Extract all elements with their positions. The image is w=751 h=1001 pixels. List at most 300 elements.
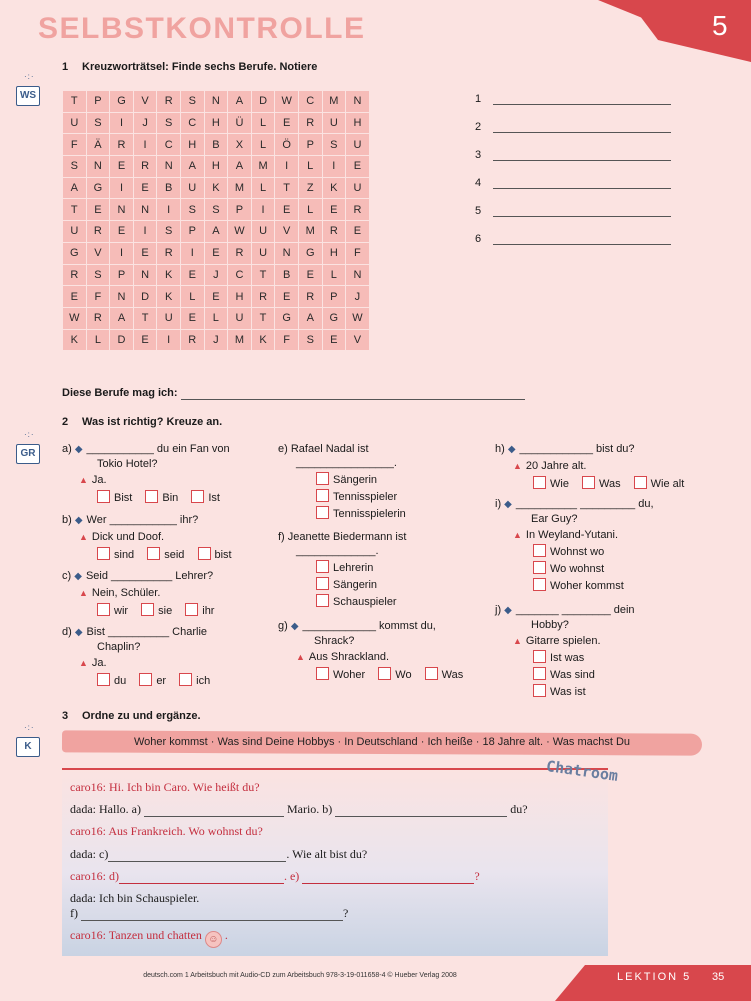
grid-cell[interactable]: A [204, 221, 228, 243]
grid-cell[interactable]: R [157, 242, 181, 264]
grid-cell[interactable]: E [298, 264, 322, 286]
question-text: Hobby? [531, 619, 569, 631]
checkbox[interactable] [316, 577, 329, 590]
checkbox[interactable] [97, 547, 110, 560]
ws-badge: WS [16, 86, 40, 106]
checkbox[interactable] [198, 547, 211, 560]
chat-text: . e) [283, 869, 300, 883]
grid-cell[interactable]: R [346, 199, 370, 221]
grid-cell[interactable]: E [322, 199, 346, 221]
grid-cell[interactable]: R [228, 242, 252, 264]
grid-cell[interactable]: L [251, 177, 275, 199]
answer-line [475, 205, 675, 217]
item-label: j) [495, 604, 502, 616]
grid-cell[interactable]: T [251, 307, 275, 329]
grid-cell[interactable]: E [275, 199, 299, 221]
grid-row [63, 286, 370, 308]
grid-cell[interactable]: I [133, 221, 157, 243]
grid-row [63, 91, 370, 113]
option-label: du [114, 675, 127, 687]
grid-cell[interactable]: R [298, 112, 322, 134]
item-a: a) ◆ ___________ du ein Fan von Tokio Hotel? ▲ Ja. Bist Bin Ist [62, 442, 252, 505]
grid-cell[interactable]: V [86, 242, 110, 264]
badge-dots: ·:· [24, 72, 35, 81]
item-b: b) ◆ Wer ___________ ihr? ▲ Dick und Doof. sind seid bist [62, 513, 252, 562]
option-label: Woher [333, 669, 366, 681]
grid-cell[interactable]: P [322, 286, 346, 308]
option-label: Wie [550, 478, 569, 490]
question-text: ________________. [296, 457, 397, 469]
grid-cell[interactable]: L [86, 329, 110, 351]
k-badge: K [16, 737, 40, 757]
grid-cell[interactable]: K [251, 329, 275, 351]
checkbox[interactable] [582, 476, 595, 489]
question-text: Seid __________ Lehrer? [85, 570, 214, 582]
grid-cell[interactable]: R [133, 156, 157, 178]
question-text: Bist __________ Charlie [86, 626, 208, 638]
option-label: ihr [202, 605, 215, 617]
grid-cell[interactable]: R [322, 221, 346, 243]
chat-line: caro16: Hi. Ich bin Caro. Wie heißt du? [70, 780, 260, 794]
grid-cell[interactable]: N [204, 91, 228, 113]
grid-cell[interactable]: E [133, 242, 157, 264]
grid-cell[interactable]: H [204, 112, 228, 134]
grid-cell[interactable]: F [346, 242, 370, 264]
grid-cell[interactable]: R [157, 91, 181, 113]
grid-cell[interactable]: G [322, 307, 346, 329]
section-1-heading [62, 61, 317, 73]
grid-cell[interactable]: I [157, 329, 181, 351]
answer-input[interactable] [493, 150, 671, 161]
grid-cell[interactable]: U [251, 221, 275, 243]
grid-cell[interactable]: D [251, 91, 275, 113]
section-2-heading [62, 416, 222, 428]
response-text: Nein, Schüler. [91, 587, 161, 599]
grid-cell[interactable]: L [204, 307, 228, 329]
grid-cell[interactable]: L [251, 134, 275, 156]
grid-cell[interactable]: W [346, 307, 370, 329]
grid-cell[interactable]: V [133, 91, 157, 113]
grid-cell[interactable]: U [180, 177, 204, 199]
grid-cell[interactable]: U [322, 112, 346, 134]
grid-cell[interactable]: P [180, 221, 204, 243]
grid-cell[interactable]: U [251, 242, 275, 264]
grid-cell[interactable]: I [251, 199, 275, 221]
phrase: Woher kommst [133, 736, 208, 748]
grid-cell[interactable]: T [251, 264, 275, 286]
grid-cell[interactable]: L [298, 156, 322, 178]
checkbox[interactable] [191, 490, 204, 503]
checkbox[interactable] [316, 472, 329, 485]
blank-d[interactable] [119, 872, 284, 884]
grid-cell[interactable]: L [298, 199, 322, 221]
phrase: Ich heiße [427, 736, 473, 748]
grid-cell[interactable]: E [180, 307, 204, 329]
grid-cell[interactable]: S [157, 112, 181, 134]
grid-cell[interactable]: Ö [275, 134, 299, 156]
options [495, 544, 725, 595]
checkbox[interactable] [316, 489, 329, 502]
grid-cell[interactable]: Ü [228, 112, 252, 134]
options [62, 603, 252, 618]
grid-cell[interactable]: A [298, 307, 322, 329]
grid-cell[interactable]: I [275, 156, 299, 178]
grid-cell[interactable]: E [346, 221, 370, 243]
response-text: Dick und Doof. [91, 531, 165, 543]
grid-cell[interactable]: H [204, 156, 228, 178]
grid-cell[interactable]: E [204, 286, 228, 308]
option-label: Tennisspielerin [333, 508, 406, 520]
blank-b[interactable] [335, 805, 507, 817]
grid-cell[interactable]: M [251, 156, 275, 178]
checkbox[interactable] [316, 594, 329, 607]
grid-cell[interactable]: I [180, 242, 204, 264]
grid-cell[interactable]: B [157, 177, 181, 199]
checkbox[interactable] [179, 673, 192, 686]
grid-cell[interactable]: S [63, 156, 87, 178]
option-label: Wo wohnst [550, 563, 605, 575]
grid-cell[interactable]: P [110, 264, 134, 286]
response-text: In Weyland-Yutani. [525, 529, 619, 541]
option-label: er [156, 675, 167, 687]
grid-cell[interactable]: W [275, 91, 299, 113]
grid-cell[interactable]: R [110, 134, 134, 156]
checkbox[interactable] [533, 684, 546, 697]
grid-cell[interactable]: Ä [86, 134, 110, 156]
option-label: seid [164, 549, 185, 561]
grid-cell[interactable]: Z [298, 177, 322, 199]
grid-cell[interactable]: M [322, 91, 346, 113]
blank-a[interactable] [144, 805, 284, 817]
chat-line [70, 928, 228, 948]
likes-row [62, 386, 525, 400]
section-3-heading [62, 710, 201, 722]
grid-cell[interactable]: N [110, 286, 134, 308]
grid-cell[interactable]: H [346, 112, 370, 134]
grid-cell[interactable]: K [322, 177, 346, 199]
grid-cell[interactable]: S [322, 134, 346, 156]
checkbox[interactable] [316, 560, 329, 573]
grid-cell[interactable]: N [346, 264, 370, 286]
grid-cell[interactable]: S [86, 112, 110, 134]
grid-cell[interactable]: U [157, 307, 181, 329]
grid-cell[interactable]: J [133, 112, 157, 134]
answer-number: 4 [475, 177, 482, 189]
grid-cell[interactable]: T [133, 307, 157, 329]
checkbox[interactable] [425, 667, 438, 680]
grid-cell[interactable]: N [133, 199, 157, 221]
checkbox[interactable] [533, 578, 546, 591]
option-label: ich [196, 675, 211, 687]
question-text: Shrack? [314, 635, 355, 647]
blank-c[interactable] [108, 850, 286, 862]
chat-text: . [224, 928, 228, 942]
grid-cell[interactable]: B [275, 264, 299, 286]
grid-cell[interactable]: E [86, 199, 110, 221]
grid-cell[interactable]: A [180, 156, 204, 178]
grid-cell[interactable]: R [180, 329, 204, 351]
response-text: 20 Jahre alt. [525, 460, 587, 472]
grid-cell[interactable]: V [275, 221, 299, 243]
grid-cell[interactable]: F [86, 286, 110, 308]
grid-cell[interactable]: S [180, 91, 204, 113]
option-label: Ist [208, 492, 220, 504]
grid-cell[interactable]: P [86, 91, 110, 113]
grid-cell[interactable]: K [63, 329, 87, 351]
grid-cell[interactable]: I [133, 134, 157, 156]
option-label: Was ist [550, 686, 586, 698]
grid-cell[interactable]: U [346, 134, 370, 156]
checkbox[interactable] [316, 506, 329, 519]
grid-cell[interactable]: S [180, 199, 204, 221]
grid-cell[interactable]: E [275, 286, 299, 308]
grid-cell[interactable]: E [275, 112, 299, 134]
option-label: Lehrerin [333, 562, 374, 574]
checkbox[interactable] [533, 561, 546, 574]
grid-cell[interactable]: R [86, 307, 110, 329]
answer-line [475, 177, 675, 189]
chat-text: caro16: Tanzen und chatten [70, 928, 202, 942]
grid-row [63, 112, 370, 134]
grid-cell[interactable]: I [110, 112, 134, 134]
item-g: g) ◆ ____________ kommst du, Shrack? ▲ Aus Shrackland. Woher Wo Was [278, 619, 478, 682]
grid-cell[interactable]: A [228, 91, 252, 113]
grid-cell[interactable]: K [157, 264, 181, 286]
grid-cell[interactable]: I [110, 242, 134, 264]
item-label: f) [278, 531, 285, 543]
checkbox[interactable] [97, 490, 110, 503]
grid-cell[interactable]: E [63, 286, 87, 308]
grid-cell[interactable]: E [110, 156, 134, 178]
checkbox[interactable] [97, 673, 110, 686]
options [278, 667, 478, 682]
grid-cell[interactable]: S [204, 199, 228, 221]
grid-cell[interactable]: G [110, 91, 134, 113]
grid-cell[interactable]: X [228, 134, 252, 156]
checkbox[interactable] [533, 650, 546, 663]
grid-cell[interactable]: T [275, 177, 299, 199]
answer-input[interactable] [493, 178, 671, 189]
checkbox[interactable] [533, 476, 546, 489]
item-label: c) [62, 570, 72, 582]
grid-cell[interactable]: D [133, 286, 157, 308]
checkbox[interactable] [533, 667, 546, 680]
section-3-title: Ordne zu und ergänze. [82, 710, 201, 722]
grid-cell[interactable]: C [298, 91, 322, 113]
response-text: Ja. [91, 657, 107, 669]
answer-input[interactable] [493, 122, 671, 133]
grid-row [63, 199, 370, 221]
grid-cell[interactable]: E [133, 329, 157, 351]
grid-cell[interactable]: B [204, 134, 228, 156]
checkbox[interactable] [533, 544, 546, 557]
likes-input[interactable] [181, 388, 525, 400]
grid-cell[interactable]: N [346, 91, 370, 113]
grid-cell[interactable]: J [204, 329, 228, 351]
chat-text: . Wie alt bist du? [286, 847, 368, 861]
page-title: SELBSTKONTROLLE [38, 12, 366, 45]
smiley-icon: ☺ [205, 931, 222, 948]
chat-text: ? [474, 869, 480, 883]
grid-cell[interactable]: S [298, 329, 322, 351]
chat-line: dada: Ich bin Schauspieler. [70, 891, 200, 905]
checkbox[interactable] [147, 547, 160, 560]
grid-cell[interactable]: S [157, 221, 181, 243]
chat-line [70, 869, 480, 884]
option-label: Sängerin [333, 579, 378, 591]
chat-text: caro16: d) [70, 869, 119, 883]
options [495, 650, 725, 701]
grid-cell[interactable]: E [110, 221, 134, 243]
chat-line [70, 802, 528, 817]
grid-cell[interactable]: G [275, 307, 299, 329]
grid-cell[interactable]: I [157, 199, 181, 221]
item-label: d) [62, 626, 72, 638]
grid-cell[interactable]: H [180, 134, 204, 156]
chat-line [70, 906, 348, 921]
blank-f[interactable] [81, 909, 343, 921]
grid-cell[interactable]: G [86, 177, 110, 199]
question-text: _____________. [296, 545, 379, 557]
options [278, 560, 468, 611]
grid-cell[interactable]: M [228, 177, 252, 199]
checkbox[interactable] [378, 667, 391, 680]
checkbox[interactable] [316, 667, 329, 680]
grid-cell[interactable]: E [133, 177, 157, 199]
option-label: Was [441, 669, 464, 681]
answer-line [475, 93, 675, 105]
grid-cell[interactable]: G [298, 242, 322, 264]
chat-text: ? [343, 906, 349, 920]
gr-badge: GR [16, 444, 40, 464]
option-label: Tennisspieler [333, 491, 398, 503]
grid-cell[interactable]: A [63, 177, 87, 199]
item-e [278, 442, 468, 523]
grid-cell[interactable]: N [133, 264, 157, 286]
blank-e[interactable] [302, 872, 474, 884]
grid-cell[interactable]: R [86, 221, 110, 243]
section-1-title: Kreuzworträtsel: Finde sechs Berufe. Notiere [82, 61, 318, 73]
grid-cell[interactable]: N [275, 242, 299, 264]
option-label: Bist [114, 492, 133, 504]
grid-cell[interactable]: I [322, 156, 346, 178]
grid-cell[interactable]: U [346, 177, 370, 199]
grid-cell[interactable]: L [251, 112, 275, 134]
checkbox[interactable] [97, 603, 110, 616]
grid-cell[interactable]: T [63, 199, 87, 221]
answer-number: 1 [475, 93, 482, 105]
answer-input[interactable] [493, 206, 671, 217]
grid-cell[interactable]: S [86, 264, 110, 286]
grid-cell[interactable]: L [322, 264, 346, 286]
grid-cell[interactable]: R [251, 286, 275, 308]
question-text: ____________ bist du? [519, 443, 635, 455]
answer-input[interactable] [493, 234, 671, 245]
grid-cell[interactable]: W [63, 307, 87, 329]
grid-cell[interactable]: G [63, 242, 87, 264]
grid-cell[interactable]: A [228, 156, 252, 178]
grid-cell[interactable]: U [228, 307, 252, 329]
checkbox[interactable] [634, 476, 647, 489]
grid-cell[interactable]: J [204, 264, 228, 286]
options [495, 476, 725, 491]
grid-cell[interactable]: L [180, 286, 204, 308]
phrase-list: Woher kommst · Was sind Deine Hobbys · In Deutschland · Ich heiße · 18 Jahre alt. · Was machst Du [133, 736, 631, 748]
grid-cell[interactable]: W [228, 221, 252, 243]
grid-cell[interactable]: N [110, 199, 134, 221]
option-label: Sängerin [333, 474, 378, 486]
badge-dots: ·:· [24, 430, 35, 439]
checkbox[interactable] [145, 490, 158, 503]
grid-cell[interactable]: K [157, 286, 181, 308]
grid-cell[interactable]: C [157, 134, 181, 156]
answer-number: 3 [475, 149, 482, 161]
grid-cell[interactable]: U [63, 221, 87, 243]
chapter-corner [598, 0, 751, 62]
grid-cell[interactable]: F [63, 134, 87, 156]
options [62, 547, 252, 562]
checkbox[interactable] [185, 603, 198, 616]
answer-line [475, 233, 675, 245]
grid-row [63, 156, 370, 178]
grid-cell[interactable]: P [298, 134, 322, 156]
phrase: Was machst Du [552, 736, 631, 748]
option-label: Was sind [550, 669, 595, 681]
response-text: Ja. [91, 474, 107, 486]
option-label: Wie alt [650, 478, 685, 490]
grid-row [63, 177, 370, 199]
grid-cell[interactable]: R [298, 286, 322, 308]
phrase: 18 Jahre alt. [482, 736, 544, 748]
grid-cell[interactable]: K [204, 177, 228, 199]
likes-label: Diese Berufe mag ich: [62, 387, 178, 399]
answer-input[interactable] [493, 94, 671, 105]
grid-cell[interactable]: C [228, 264, 252, 286]
grid-cell[interactable]: F [275, 329, 299, 351]
grid-cell[interactable]: T [63, 91, 87, 113]
question-text: Rafael Nadal ist [290, 443, 369, 455]
grid-cell[interactable]: N [157, 156, 181, 178]
grid-cell[interactable]: J [346, 286, 370, 308]
grid-cell[interactable]: R [63, 264, 87, 286]
section-3-number: 3 [62, 710, 69, 722]
option-label: Wo [395, 669, 412, 681]
grid-cell[interactable]: C [180, 112, 204, 134]
question-text: Jeanette Biedermann ist [287, 531, 407, 543]
grid-cell[interactable]: V [346, 329, 370, 351]
grid-cell[interactable]: D [110, 329, 134, 351]
grid-cell[interactable]: M [298, 221, 322, 243]
grid-cell[interactable]: P [228, 199, 252, 221]
grid-cell[interactable]: M [228, 329, 252, 351]
grid-cell[interactable]: I [110, 177, 134, 199]
grid-cell[interactable]: E [322, 329, 346, 351]
grid-cell[interactable]: E [180, 264, 204, 286]
grid-cell[interactable]: U [63, 112, 87, 134]
grid-cell[interactable]: A [110, 307, 134, 329]
grid-cell[interactable]: E [346, 156, 370, 178]
checkbox[interactable] [141, 603, 154, 616]
grid-cell[interactable]: N [86, 156, 110, 178]
chat-text: dada: Hallo. a) [70, 802, 141, 816]
grid-cell[interactable]: E [204, 242, 228, 264]
checkbox[interactable] [139, 673, 152, 686]
grid-row [63, 242, 370, 264]
item-j: j) ◆ _______ ________ dein Hobby? ▲ Gitarre spielen. Ist was Was sind Was ist [495, 603, 725, 701]
grid-cell[interactable]: H [228, 286, 252, 308]
grid-cell[interactable]: H [322, 242, 346, 264]
section-1-number: 1 [62, 61, 69, 73]
